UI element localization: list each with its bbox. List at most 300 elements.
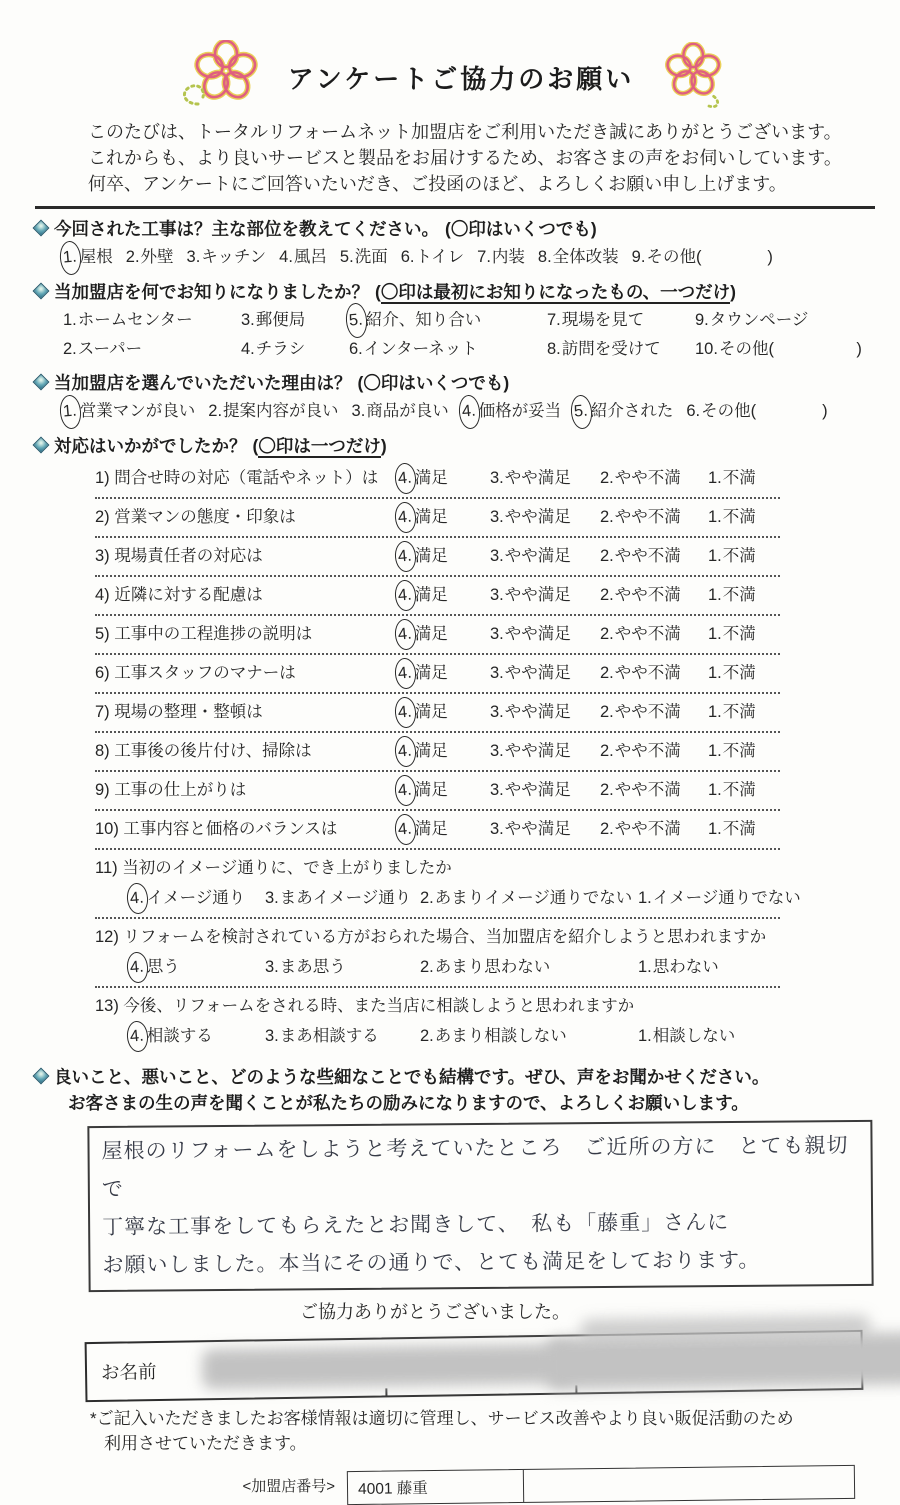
option-label: 満足 [414, 546, 448, 565]
option-label: その他( ) [701, 402, 828, 420]
q4-item-label: 5) 工事中の工程進捗の説明は [95, 624, 313, 643]
option-label: やや不満 [614, 507, 681, 526]
q4-item-row [95, 739, 780, 764]
option-label: やや満足 [504, 741, 571, 760]
survey-option [398, 505, 490, 530]
circled-answer-mark: 4. [126, 1020, 149, 1053]
survey-option [490, 466, 600, 491]
q4-item [95, 616, 780, 655]
thanks-line: ご協力ありがとうございました。 [300, 1302, 570, 1322]
option-label: タウンページ [709, 311, 809, 329]
q4-item-row [95, 544, 780, 569]
option-number: 8. [547, 340, 561, 358]
member-number-empty-cell [524, 1466, 854, 1502]
option-label: 相談しない [652, 1026, 736, 1045]
survey-option [600, 661, 708, 686]
survey-option [547, 306, 695, 335]
option-label: 商品が良い [366, 402, 449, 420]
option-number: 7. [477, 248, 491, 266]
survey-option [695, 335, 875, 363]
option-number: 2. [600, 546, 614, 565]
survey-option [708, 661, 756, 686]
survey-option [600, 544, 708, 569]
option-number: 2. [600, 702, 614, 721]
circled-answer-mark: 1. [59, 394, 83, 430]
survey-option [349, 335, 547, 363]
option-label: 思う [146, 957, 180, 976]
option-number: 7. [547, 311, 561, 329]
q4-item [95, 988, 780, 1055]
option-label: 外壁 [140, 248, 174, 266]
q3-options [63, 398, 875, 426]
survey-option [398, 739, 490, 764]
option-number: 2. [125, 248, 140, 266]
circled-answer-mark: 4. [394, 618, 417, 651]
circled-answer-mark: 4. [394, 813, 417, 846]
survey-option [352, 398, 449, 426]
intro-line: 何卒、アンケートにご回答いたいだき、ご投函のほど、よろしくお願い申し上げます。 [88, 174, 787, 194]
option-label: やや満足 [504, 468, 571, 487]
option-label: やや満足 [504, 663, 571, 682]
survey-option [490, 817, 600, 842]
survey-option [241, 335, 349, 363]
q4-item-label: 13) 今後、リフォームをされる時、また当店に相談しようと思われますか [95, 996, 635, 1015]
diamond-bullet-icon [33, 374, 50, 391]
circled-answer-mark: 4. [457, 394, 481, 430]
option-number: 3. [241, 311, 255, 329]
circled-answer-mark: 4. [394, 735, 417, 768]
option-number: 3. [490, 585, 504, 604]
q3-heading-text: 当加盟店を選んでいただいた理由は？ [54, 373, 352, 393]
q4-item [95, 538, 780, 577]
option-label: 満足 [414, 663, 448, 682]
q2-options-row1 [63, 306, 875, 335]
option-number: 3. [490, 741, 504, 760]
comment-prompt-line [35, 1064, 875, 1090]
q1-options [63, 244, 875, 272]
option-label: スーパー [77, 340, 143, 358]
survey-option [600, 583, 708, 608]
option-label: イメージ通りでない [652, 888, 801, 907]
option-label: イメージ通り [146, 888, 246, 907]
option-label: 提案内容が良い [223, 402, 339, 420]
survey-option [490, 544, 600, 569]
option-label: やや不満 [614, 819, 681, 838]
option-number: 9. [631, 248, 646, 266]
option-label: 満足 [414, 702, 448, 721]
redaction-blur [202, 1343, 573, 1389]
survey-option [398, 817, 490, 842]
option-label: 紹介された [590, 402, 674, 420]
option-label: やや満足 [504, 507, 571, 526]
survey-option [398, 778, 490, 803]
intro-line: このたびは、トータルリフォームネット加盟店をご利用いただき誠にありがとうございます。 [88, 122, 842, 142]
option-number: 2. [600, 780, 614, 799]
survey-option [708, 505, 756, 530]
option-label: あまり相談しない [434, 1026, 567, 1045]
flower-icon-left [174, 40, 266, 115]
option-label: 洗面 [354, 248, 388, 266]
q2-note-pre: ( [375, 282, 381, 302]
q4-item-options [129, 886, 801, 911]
option-label: 満足 [414, 741, 448, 760]
option-number: 1. [63, 311, 77, 329]
redaction-blur [580, 1315, 870, 1342]
name-box-tick [385, 1388, 387, 1396]
option-number: 1. [708, 741, 722, 760]
question-2 [35, 279, 875, 363]
option-label: 満足 [414, 585, 448, 604]
option-label: やや満足 [504, 585, 571, 604]
option-label: 不満 [722, 507, 756, 526]
survey-option [398, 583, 490, 608]
q4-item [95, 772, 780, 811]
member-number-label: <加盟店番号> [242, 1477, 335, 1495]
survey-option [130, 886, 265, 911]
survey-option [695, 306, 875, 335]
survey-option [265, 1024, 420, 1049]
survey-option [708, 739, 756, 764]
option-number: 2. [600, 741, 614, 760]
diamond-bullet-icon [33, 283, 50, 300]
survey-option [63, 306, 241, 335]
q4-item [95, 460, 780, 499]
survey-option [490, 778, 600, 803]
option-label: インターネット [363, 340, 478, 358]
diamond-bullet-icon [33, 1068, 50, 1085]
q4-item-label: 4) 近隣に対する配慮は [95, 585, 263, 604]
q2-heading-text: 当加盟店を何でお知りになりましたか？ [54, 282, 369, 302]
option-number: 2. [600, 585, 614, 604]
survey-option [600, 739, 708, 764]
survey-option [130, 955, 265, 980]
option-number: 8. [537, 248, 552, 266]
survey-option [490, 739, 600, 764]
q3-note: (〇印はいくつでも) [357, 373, 510, 393]
option-label: 不満 [722, 663, 756, 682]
option-number: 1. [708, 624, 722, 643]
survey-option [340, 244, 388, 272]
option-number: 2. [420, 957, 434, 976]
survey-option [420, 1024, 638, 1049]
option-label: 満足 [414, 507, 448, 526]
survey-option [401, 244, 464, 272]
comment-prompt-line: お客さまの生の声を聞くことが私たちの励みになりますので、よろしくお願いします。 [68, 1093, 749, 1113]
q4-item-label: 1) 問合せ時の対応（電話やネット）は [95, 468, 379, 487]
q4-item-label: 11) 当初のイメージ通りに、でき上がりましたか [95, 858, 452, 877]
q4-item-label: 10) 工事内容と価格のバランスは [95, 819, 338, 838]
option-number: 1. [708, 468, 722, 487]
survey-option [708, 700, 756, 725]
survey-option [398, 622, 490, 647]
survey-option [63, 335, 241, 363]
option-label: 不満 [722, 624, 756, 643]
option-label: 不満 [722, 819, 756, 838]
option-label: まあ思う [279, 957, 346, 976]
option-label: やや不満 [614, 741, 681, 760]
q4-heading-text: 対応はいかがでしたか？ [54, 436, 247, 456]
page-title: アンケートご協力のお願い [287, 64, 635, 94]
option-label: 相談する [146, 1026, 213, 1045]
q4-item [95, 694, 780, 733]
option-number: 2. [208, 402, 223, 420]
option-number: 3. [490, 624, 504, 643]
q4-item-row [95, 466, 780, 491]
circled-answer-mark: 4. [394, 774, 417, 807]
name-box [85, 1330, 864, 1402]
q1-heading [35, 216, 875, 241]
survey-option [477, 244, 525, 272]
option-label: 不満 [722, 780, 756, 799]
intro-line: これからも、より良いサービスと製品をお届けするため、お客さまの声をお伺いしています。 [88, 148, 842, 168]
q3-heading [35, 370, 875, 395]
survey-option [398, 544, 490, 569]
q4-item-row [95, 661, 780, 686]
privacy-line: 利用させていただきます。 [104, 1434, 307, 1453]
survey-option [600, 700, 708, 725]
privacy-note [90, 1406, 875, 1456]
option-number: 1. [638, 888, 652, 907]
q2-note-emphasis: 〇印は最初にお知りになったもの、一つだけ [380, 282, 731, 302]
option-number: 3. [186, 248, 201, 266]
q4-item-row [95, 583, 780, 608]
diamond-bullet-icon [33, 220, 50, 237]
diamond-bullet-icon [33, 437, 50, 454]
circled-answer-mark: 1. [59, 240, 83, 276]
option-label: まあ相談する [279, 1026, 379, 1045]
option-label: 屋根 [79, 248, 113, 266]
q4-item-options [398, 622, 780, 647]
handwritten-line: お願いしました。本当にその通りで、とても満足をしております。 [102, 1248, 761, 1277]
option-label: 内装 [491, 248, 525, 266]
survey-option [708, 778, 756, 803]
option-number: 3. [490, 702, 504, 721]
survey-option [490, 505, 600, 530]
survey-option [63, 244, 113, 272]
q4-item [95, 733, 780, 772]
option-label: その他( ) [718, 340, 862, 358]
q4-item-options [398, 505, 780, 530]
option-label: やや不満 [614, 624, 681, 643]
q4-item-row [95, 505, 780, 530]
circled-answer-mark: 4. [126, 951, 149, 984]
section-divider [35, 206, 875, 209]
q4-item [95, 499, 780, 538]
option-label: やや不満 [614, 702, 681, 721]
q4-item-label: 12) リフォームを検討されている方がおられた場合、当加盟店を紹介しようと思われますか [95, 927, 767, 946]
q4-item-options [130, 955, 780, 980]
survey-option [638, 955, 780, 980]
option-number: 3. [490, 546, 504, 565]
q2-options-row2 [63, 335, 875, 363]
survey-option [490, 700, 600, 725]
q4-item-label: 8) 工事後の後片付け、掃除は [95, 741, 312, 760]
survey-option [638, 886, 801, 911]
option-label: 現場を見て [561, 311, 645, 329]
q4-note-emphasis: 〇印は一つだけ [258, 436, 381, 456]
option-number: 1. [708, 702, 722, 721]
survey-option [187, 244, 267, 272]
survey-option [600, 466, 708, 491]
survey-option [632, 244, 773, 272]
circled-answer-mark: 4. [394, 696, 417, 729]
q2-note-post: ) [730, 282, 736, 302]
option-label: 営業マンが良い [79, 402, 196, 420]
survey-option [708, 544, 756, 569]
option-number: 10. [695, 340, 718, 358]
q4-item-options [130, 1024, 780, 1049]
comment-section [35, 1064, 875, 1289]
q4-item [95, 850, 801, 919]
option-number: 3. [490, 819, 504, 838]
option-number: 3. [490, 663, 504, 682]
handwritten-comment-box [87, 1120, 873, 1292]
question-3 [35, 370, 875, 426]
option-label: 思わない [652, 957, 719, 976]
q4-item-label: 3) 現場責任者の対応は [95, 546, 263, 565]
option-number: 6. [349, 340, 363, 358]
option-number: 3. [265, 957, 279, 976]
survey-option [279, 244, 327, 272]
option-number: 5. [339, 248, 354, 266]
handwritten-line: 屋根のリフォームをしようと考えていたところ ご近所の方に とても親切で [101, 1134, 849, 1201]
q4-item-options [398, 817, 780, 842]
q4-item-options [398, 466, 780, 491]
option-label: 風呂 [293, 248, 327, 266]
survey-option [600, 505, 708, 530]
option-number: 6. [400, 248, 415, 266]
option-label: 不満 [722, 585, 756, 604]
option-number: 1. [708, 585, 722, 604]
option-number: 2. [63, 340, 77, 358]
q4-item-row [95, 817, 780, 842]
survey-header [35, 40, 875, 115]
q4-note-post: ) [380, 436, 387, 456]
option-number: 3. [265, 1026, 279, 1045]
option-number: 3. [490, 507, 504, 526]
option-label: あまりイメージ通りでない [434, 888, 633, 907]
option-number: 3. [490, 780, 504, 799]
q4-item-row [95, 778, 780, 803]
q4-item-options [398, 700, 780, 725]
option-label: キッチン [201, 248, 267, 266]
survey-option [398, 466, 490, 491]
option-label: やや不満 [614, 663, 681, 682]
q4-item [95, 655, 780, 694]
option-number: 6. [686, 402, 701, 420]
circled-answer-mark: 5. [570, 394, 594, 430]
survey-option [420, 955, 638, 980]
option-label: その他( ) [646, 248, 773, 266]
option-label: やや満足 [504, 819, 571, 838]
q4-note-pre: ( [252, 436, 259, 456]
option-label: やや不満 [614, 546, 681, 565]
option-label: あまり思わない [434, 957, 551, 976]
survey-option [600, 622, 708, 647]
option-number: 1. [638, 1026, 652, 1045]
option-label: やや満足 [504, 624, 571, 643]
option-label: 訪問を受けて [561, 340, 661, 358]
option-label: 紹介、知り合い [365, 311, 482, 329]
survey-option [538, 244, 619, 272]
option-number: 1. [638, 957, 652, 976]
survey-option [398, 700, 490, 725]
intro-paragraph [88, 119, 875, 197]
q4-heading [35, 433, 875, 458]
option-number: 3. [351, 402, 366, 420]
q4-item-label: 2) 営業マンの態度・印象は [95, 507, 296, 526]
option-label: トイレ [415, 248, 465, 266]
q4-items [95, 460, 801, 1055]
survey-option [547, 335, 695, 363]
option-number: 2. [600, 507, 614, 526]
q4-item-row [95, 622, 780, 647]
question-4 [35, 433, 875, 1055]
option-label: チラシ [255, 340, 306, 358]
option-label: 価格が妥当 [478, 402, 562, 420]
survey-option [600, 778, 708, 803]
option-label: 全体改装 [552, 248, 619, 266]
name-label: お名前 [100, 1360, 157, 1383]
survey-option [574, 398, 673, 426]
option-label: 不満 [722, 702, 756, 721]
q4-item-options [398, 661, 780, 686]
option-label: 不満 [722, 468, 756, 487]
survey-option [708, 466, 756, 491]
survey-option [126, 244, 174, 272]
option-number: 2. [420, 1026, 434, 1045]
member-number-row [35, 1468, 855, 1502]
option-number: 1. [708, 546, 722, 565]
q4-item-options [398, 739, 780, 764]
q1-note: (〇印はいくつでも) [445, 219, 597, 239]
survey-option [708, 583, 756, 608]
handwritten-line: 丁寧な工事をしてもらえたとお聞きして、 私も「藤重」さんに [102, 1211, 730, 1239]
option-number: 4. [279, 248, 293, 266]
option-number: 1. [708, 507, 722, 526]
option-number: 3. [265, 888, 279, 907]
option-number: 4. [241, 340, 255, 358]
option-number: 2. [600, 468, 614, 487]
option-label: 不満 [722, 741, 756, 760]
survey-option [208, 398, 338, 426]
option-label: やや不満 [614, 585, 681, 604]
option-number: 9. [695, 311, 709, 329]
circled-answer-mark: 5. [345, 302, 369, 339]
survey-option [638, 1024, 780, 1049]
member-number-value: 4001 藤重 [348, 1470, 524, 1504]
option-label: やや満足 [504, 702, 571, 721]
survey-option [63, 398, 195, 426]
q2-heading [35, 279, 875, 304]
option-label: 満足 [414, 819, 448, 838]
circled-answer-mark: 4. [394, 462, 417, 495]
q2-note [375, 282, 736, 302]
circled-answer-mark: 4. [394, 540, 417, 573]
q4-item-options [398, 583, 780, 608]
q4-item-label: 9) 工事の仕上がりは [95, 780, 247, 799]
q4-item-options [398, 544, 780, 569]
survey-option [686, 398, 827, 426]
option-label: やや満足 [504, 546, 571, 565]
q4-item [95, 577, 780, 616]
q4-item [95, 811, 780, 850]
q4-item [95, 919, 780, 988]
privacy-line: *ご記入いただきましたお客様情報は適切に管理し、サービス改善やより良い販促活動のため [90, 1409, 794, 1428]
option-number: 2. [600, 663, 614, 682]
option-label: 満足 [414, 624, 448, 643]
survey-option [490, 583, 600, 608]
